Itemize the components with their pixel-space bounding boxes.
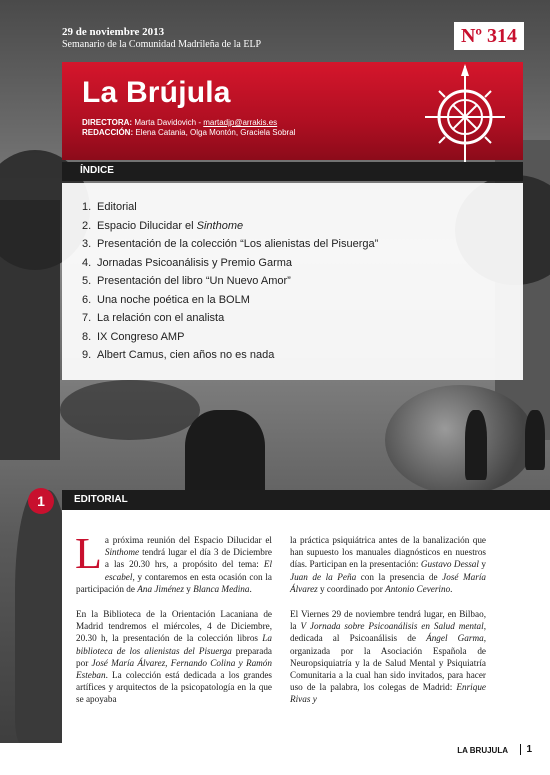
- section-title: EDITORIAL: [74, 494, 128, 505]
- text: con la presencia de: [356, 571, 443, 582]
- text: tendrá lugar el día 3 de Diciembre a las 20.30 hrs, a propósito del tema:: [104, 547, 272, 570]
- paragraph: [290, 534, 486, 595]
- issue-number: Nº 314: [454, 22, 524, 50]
- text: la práctica psiquiátrica antes de la banalización que han supuesto los manuales diagnósticos en nuestros días. Participan en la presentación:: [290, 535, 486, 570]
- article-body: [62, 510, 550, 743]
- drop-cap: L: [75, 529, 102, 578]
- text-italic: Juan de la Peña: [290, 571, 357, 582]
- text: . La colección está dedicada a los grandes artífices y arquitectos de la psicopatología en la que se apoyaba: [76, 670, 272, 705]
- index-item[interactable]: [82, 235, 378, 254]
- page-footer: [0, 743, 550, 775]
- index-item[interactable]: [82, 291, 378, 310]
- text: .: [450, 583, 453, 594]
- index-item-italic: Sinthome: [196, 219, 244, 232]
- index-item-number: 9.: [82, 349, 92, 361]
- index-item-number: 4.: [82, 256, 92, 269]
- text-italic: Blanca Medina: [193, 583, 250, 594]
- page-number: 1: [520, 744, 532, 755]
- index-title: ÍNDICE: [80, 165, 114, 176]
- text: y coordinado por: [317, 583, 386, 594]
- credits: [82, 118, 295, 138]
- text: y: [183, 583, 194, 594]
- text-italic: Antonio Ceverino: [385, 583, 451, 594]
- text-italic: José María Álvarez, Fernando Colina y Ramón Esteban: [76, 657, 272, 681]
- article-column-right: [290, 534, 486, 719]
- index-item[interactable]: [82, 328, 378, 347]
- text-italic: Enrique Rivas y: [290, 682, 486, 705]
- index-list: [82, 198, 378, 365]
- index-item[interactable]: [82, 309, 378, 328]
- index-item-number: 2.: [82, 219, 92, 232]
- index-item-number: 3.: [82, 238, 92, 250]
- paragraph: [290, 608, 486, 706]
- text-italic: Ana Jiménez: [137, 583, 184, 594]
- section-header: [62, 490, 550, 510]
- index-item-label: Editorial: [97, 201, 137, 213]
- director-label: DIRECTORA:: [82, 118, 133, 127]
- index-item[interactable]: [82, 272, 378, 291]
- text: En la Biblioteca de la Orientación Lacaniana de Madrid tendremos el miércoles, 4 de Diciembre, 20.30 h, la presentación de la colección libros: [76, 609, 272, 644]
- redaccion-label: REDACCIÓN:: [82, 128, 134, 137]
- index-item-label: Presentación del libro “Un Nuevo Amor”: [97, 275, 291, 287]
- index-item[interactable]: [82, 254, 378, 273]
- text-italic: José María Álvarez: [290, 571, 486, 594]
- index-item-label: La relación con el analista: [97, 312, 225, 324]
- article-column-left: [75, 529, 272, 719]
- text: , organizada por la Asociación Española de Neuropsiquiatría y la de Salud Mental y Psiquiatría Comunitaria a la cual han sido invitados, para hacer uso de la palabra, los colegas de Madrid:: [290, 633, 487, 693]
- index-item-label: IX Congreso AMP: [97, 330, 185, 343]
- text: preparada por: [76, 645, 272, 668]
- text-italic: Gustavo Dessal: [420, 559, 479, 570]
- index-item-label: Presentación de la colección “Los alienistas del Pisuerga”: [97, 238, 379, 250]
- publication-subtitle: Semanario de la Comunidad Madrileña de la ELP: [62, 39, 262, 50]
- text: a próxima reunión del Espacio Dilucidar el: [104, 535, 272, 545]
- index-item-number: 1.: [82, 201, 92, 213]
- text-italic: El escabel: [104, 559, 272, 582]
- index-item-label: Una noche poética en la BOLM: [97, 293, 250, 306]
- text: y: [478, 559, 486, 570]
- text-italic: Sinthome: [104, 547, 140, 558]
- publication-title: La Brújula: [82, 76, 231, 109]
- redaccion-names: Elena Catania, Olga Montón, Graciela Sobral: [135, 128, 296, 137]
- director-email-link[interactable]: martadjp@arrakis.es: [203, 118, 278, 127]
- index-item[interactable]: [82, 217, 378, 236]
- text: El Viernes 29 de noviembre tendrá lugar, en Bilbao, la: [290, 609, 486, 632]
- text-italic: V Jornada sobre Psicoanálisis en Salud mental: [300, 621, 484, 632]
- index-item-label: Jornadas Psicoanálisis y Premio Garma: [97, 256, 293, 269]
- index-item-number: 7.: [82, 312, 92, 324]
- text-italic: La biblioteca de los alienistas del Pisuerga: [76, 633, 272, 656]
- index-item-label: Albert Camus, cien años no es nada: [97, 349, 275, 361]
- text: .: [249, 583, 252, 594]
- index-item[interactable]: [82, 198, 378, 217]
- index-item-number: 6.: [82, 293, 92, 306]
- text: , dedicada al Psicoanálisis de: [290, 621, 487, 644]
- index-item-label: Espacio Dilucidar el: [97, 219, 197, 232]
- section-number-badge: 1: [28, 488, 54, 514]
- index-item-number: 5.: [82, 275, 92, 287]
- compass-icon: [425, 62, 515, 172]
- index-item-number: 8.: [82, 330, 92, 343]
- text: , y contaremos en esta ocasión con la participación de: [76, 571, 272, 594]
- text-italic: Ángel Garma: [426, 633, 484, 644]
- index-item[interactable]: [82, 346, 378, 365]
- index-box: [62, 183, 523, 380]
- index-header: [62, 162, 523, 181]
- paragraph: [75, 529, 272, 595]
- director-name: Marta Davidovich -: [134, 118, 201, 127]
- issue-date: 29 de noviembre 2013: [62, 26, 165, 38]
- footer-publication-name: LA BRUJULA: [457, 746, 508, 755]
- paragraph: [76, 608, 272, 706]
